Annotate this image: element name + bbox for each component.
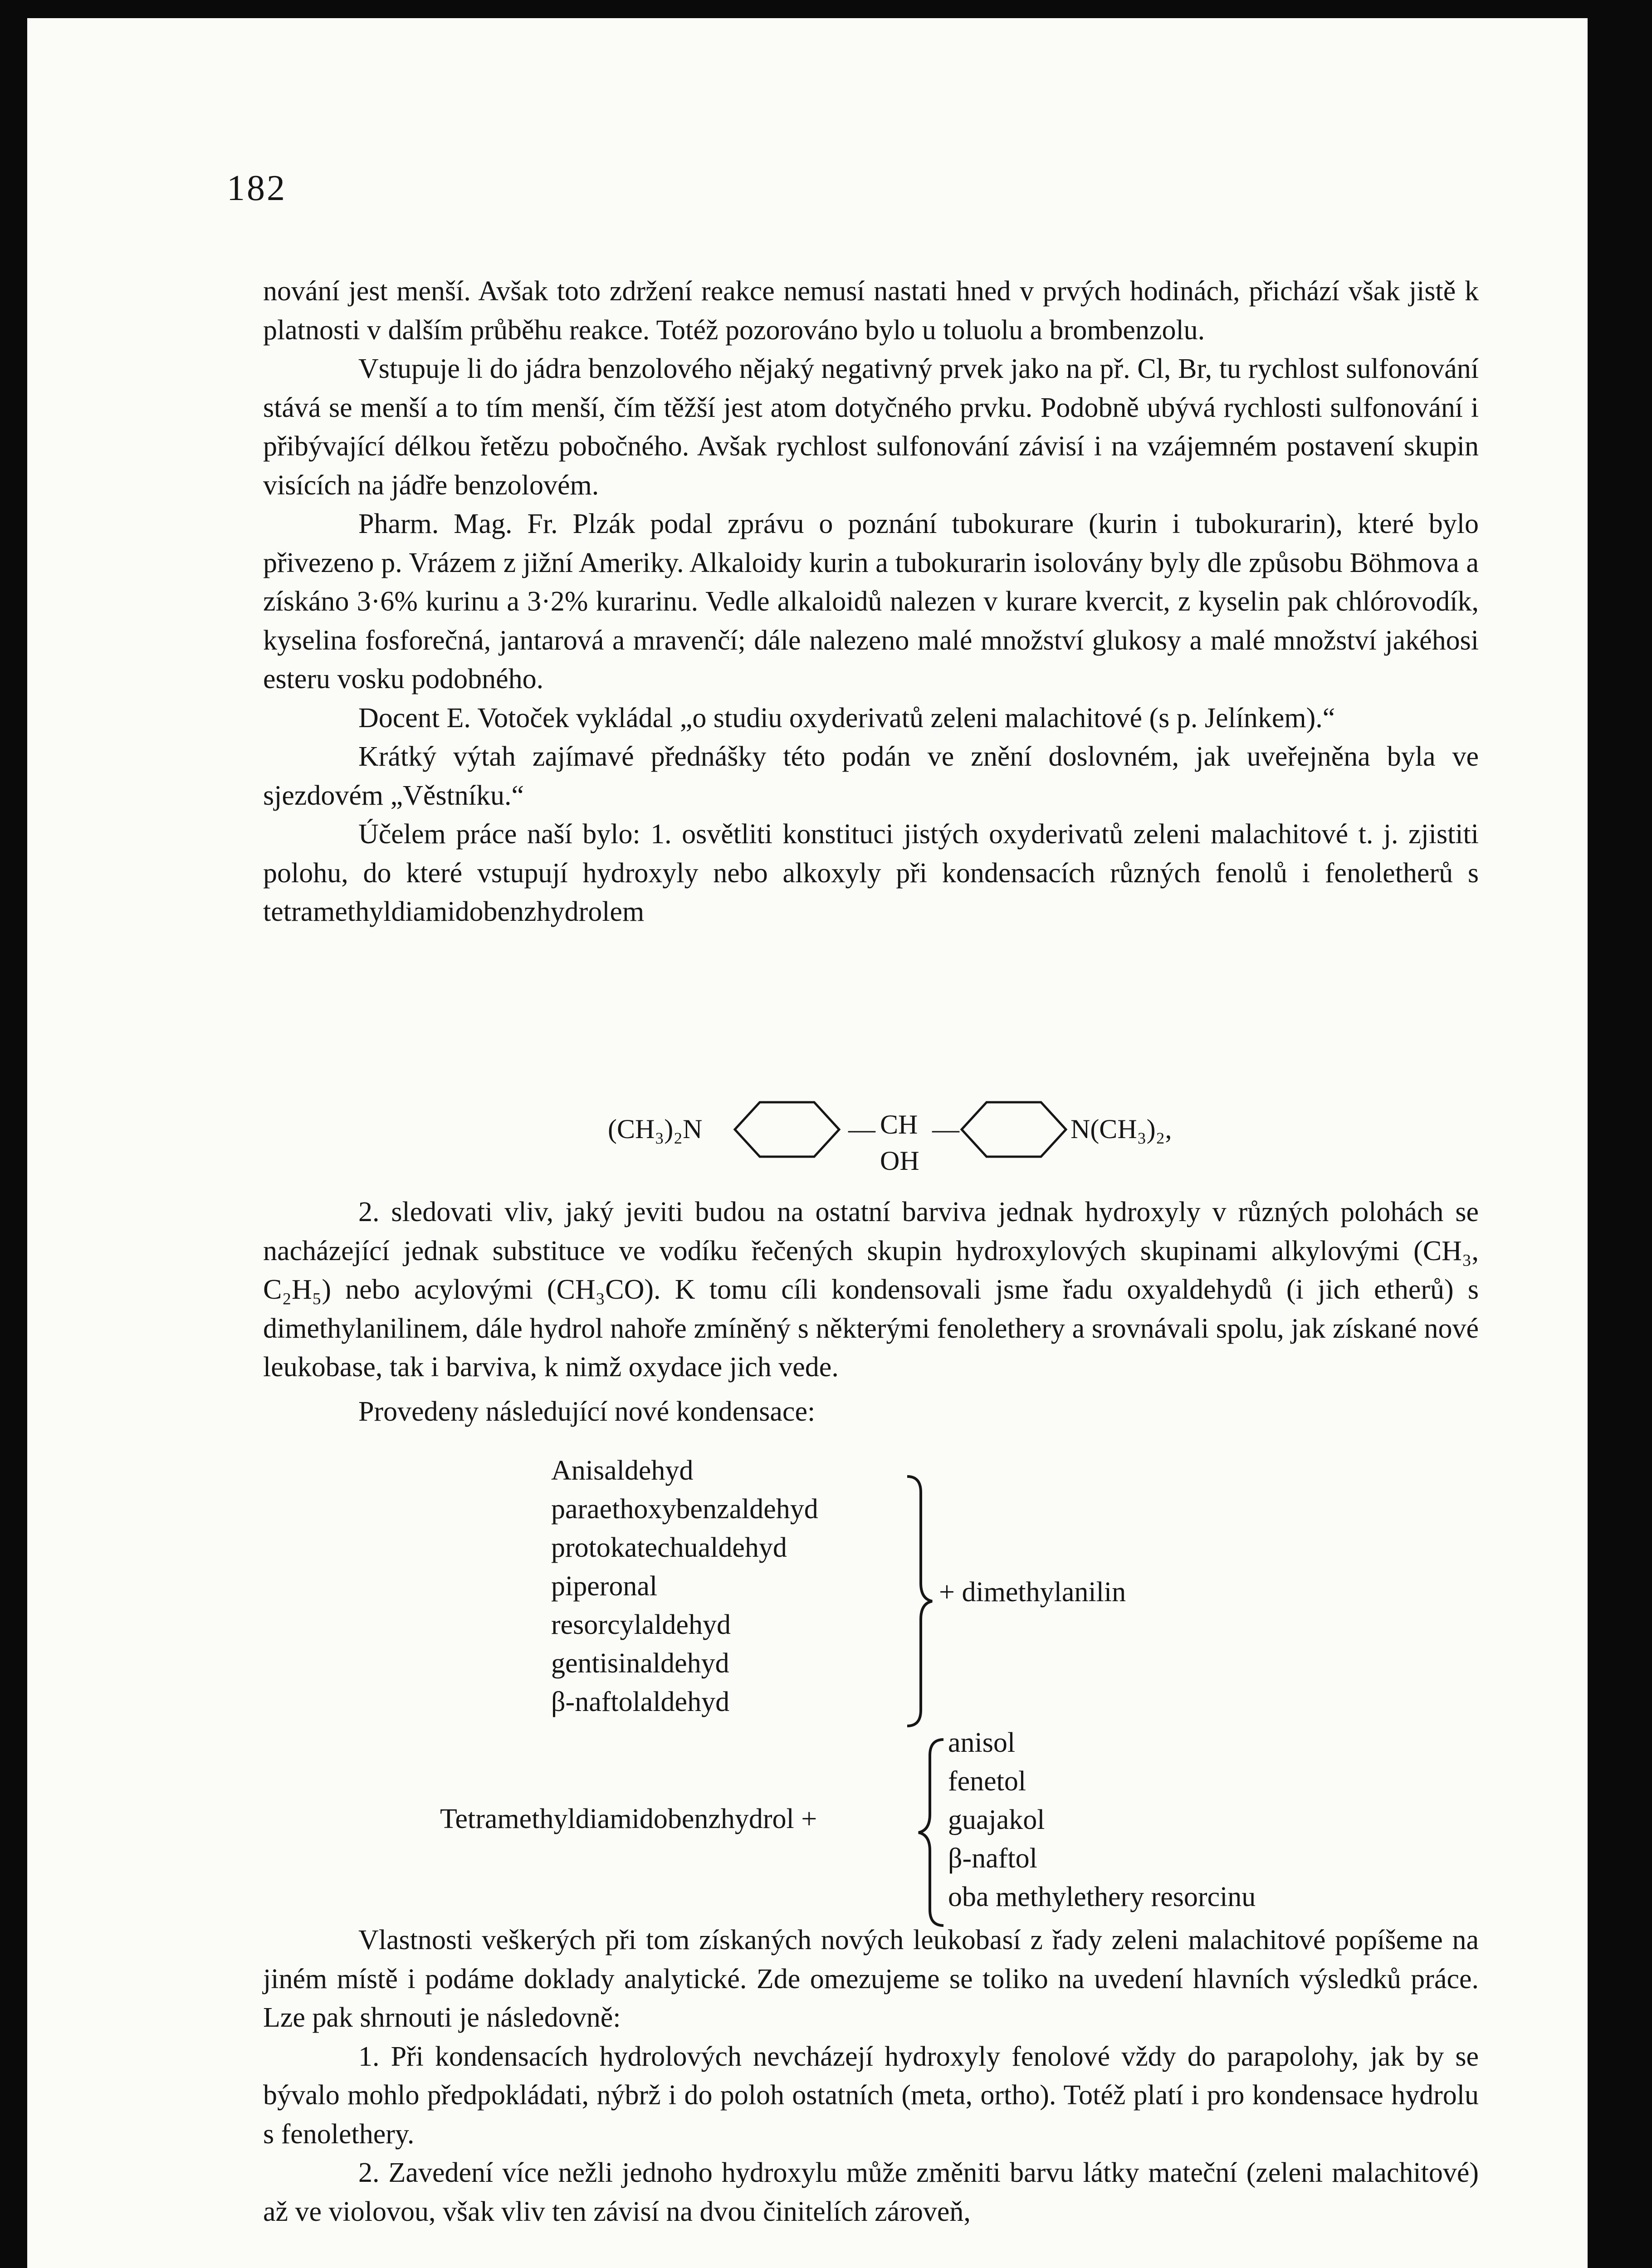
list-item: resorcylaldehyd — [551, 1609, 731, 1640]
formula-ch: CH — [880, 1110, 918, 1139]
benzene-ring-left-icon — [730, 1098, 848, 1161]
list-item: Anisaldehyd — [551, 1455, 694, 1486]
formula-oh: OH — [880, 1146, 919, 1176]
list-item: anisol — [948, 1727, 1016, 1758]
paragraph-3: Pharm. Mag. Fr. Plzák podal zprávu o poznání tubokurare (kurin i tubokurarin), které bylo přivezeno p. Vrázem z jižní Ameriky. Alkaloidy kurin a tubokurarin isolovány byly dle způsobu Böhmova a získáno 3·6% kurinu a 3·2% kurarinu. Vedle alkaloidů nalezen v kurare kvercit, z kyselin pak chlórovodík, kyselina fosforečná, jantarová a mravenčí; dále nalezeno malé množství glukosy a malé množství jakéhosi esteru vosku podobného. — [263, 508, 1479, 694]
aldehyde-list — [551, 1452, 818, 1721]
body-text-top — [263, 272, 1479, 932]
list-item: guajakol — [948, 1804, 1045, 1835]
paragraph-7: 2. sledovati vliv, jaký jeviti budou na ostatní barviva jednak hydroxyly v různých polohách se nacházející jednak substituce ve vodíku řečených skupin hydroxylových skupinami alkylovými (CH₃, C₂H₅) nebo acylovými (CH₃CO). K tomu cíli kondensovali jsme řadu oxyaldehydů (i jich etherů) s dimethylanilinem, dále hydrol nahoře zmíněný s některými fenolethery a srovnávali spolu, jak získané nové leukobase, tak i barviva, k nimž oxydace jich vede. — [263, 1197, 1479, 1383]
paragraph-9: Vlastnosti veškerých při tom získaných nových leukobasí z řady zeleni malachitové popíšeme na jiném místě i podáme doklady analytické. Zde omezujeme se toliko na uvedení hlavních výsledků práce. Lze pak shrnouti je následovně: — [263, 1925, 1479, 2033]
benzene-ring-right-icon — [957, 1098, 1075, 1161]
page-sheet — [27, 18, 1588, 2268]
hydrol-label: Tetramethyldiamidobenzhydrol + — [440, 1804, 817, 1834]
list-item: β-naftolaldehyd — [551, 1686, 730, 1717]
list-item: protokatechualdehyd — [551, 1532, 787, 1563]
right-brace-icon — [903, 1474, 934, 1728]
dimethylanilin-reagent: + dimethylanilin — [939, 1577, 1126, 1608]
phenol-ether-list — [948, 1724, 1256, 1916]
formula-left-group: (CH₃)₂N — [608, 1114, 703, 1144]
body-text-bottom — [263, 1921, 1479, 2231]
list-item: fenetol — [948, 1766, 1026, 1797]
page-number: 182 — [227, 168, 287, 208]
list-item: gentisinaldehyd — [551, 1648, 729, 1679]
paragraph-2: Vstupuje li do jádra benzolového nějaký negativný prvek jako na př. Cl, Br, tu rychlost sulfonování stává se menší a to tím menší, čím těžší jest atom dotyčného prvku. Podobně ubývá rychlosti sulfonování i přibývající délkou řetězu pobočného. Avšak rychlost sulfonování závisí i na vzájemném postavení skupin visících na jádře benzolovém. — [263, 353, 1479, 501]
paragraph-10: 1. Při kondensacích hydrolových nevcházejí hydroxyly fenolové vždy do parapolohy, jak by se bývalo mohlo předpokládati, nýbrž i do poloh ostatních (meta, ortho). Totéž platí i pro kondensace hydrolu s fenolethery. — [263, 2041, 1479, 2150]
paragraph-4: Docent E. Votoček vykládal „o studiu oxyderivatů zeleni malachitové (s p. Jelínkem).“ — [358, 702, 1335, 733]
paragraph-1: nování jest menší. Avšak toto zdržení reakce nemusí nastati hned v prvých hodinách, přichází však jistě k platnosti v dalším průběhu reakce. Totéž pozorováno bylo u toluolu a brombenzolu. — [263, 276, 1479, 346]
left-brace-icon — [916, 1737, 948, 1928]
chemical-formula: (CH₃)₂N — CH OH — N(CH₃)₂, — [608, 1089, 1243, 1188]
paragraph-6: Účelem práce naší bylo: 1. osvětliti konstituci jistých oxyderivatů zeleni malachitové t. j. zjistiti polohu, do které vstupují hydroxyly nebo alkoxyly při kondensacích různých fenolů i fenoletherů s tetramethyldiamidobenzhydrolem — [263, 819, 1479, 927]
paragraph-5: Krátký výtah zajímavé přednášky této podán ve znění doslovném, jak uveřejněna byla ve sjezdovém „Věstníku.“ — [263, 741, 1479, 811]
list-item: paraethoxybenzaldehyd — [551, 1494, 818, 1525]
list-item: piperonal — [551, 1571, 658, 1602]
body-text-mid — [263, 1193, 1479, 1431]
paragraph-8: Provedeny následující nové kondensace: — [358, 1396, 816, 1427]
formula-right-group: N(CH₃)₂, — [1070, 1114, 1172, 1144]
list-item: oba methylethery resorcinu — [948, 1882, 1256, 1912]
list-item: β-naftol — [948, 1843, 1037, 1874]
paragraph-11: 2. Zavedení více nežli jednoho hydroxylu může změniti barvu látky mateční (zeleni malachitové) až ve violovou, však vliv ten závisí na dvou činitelích zároveň, — [263, 2157, 1479, 2227]
